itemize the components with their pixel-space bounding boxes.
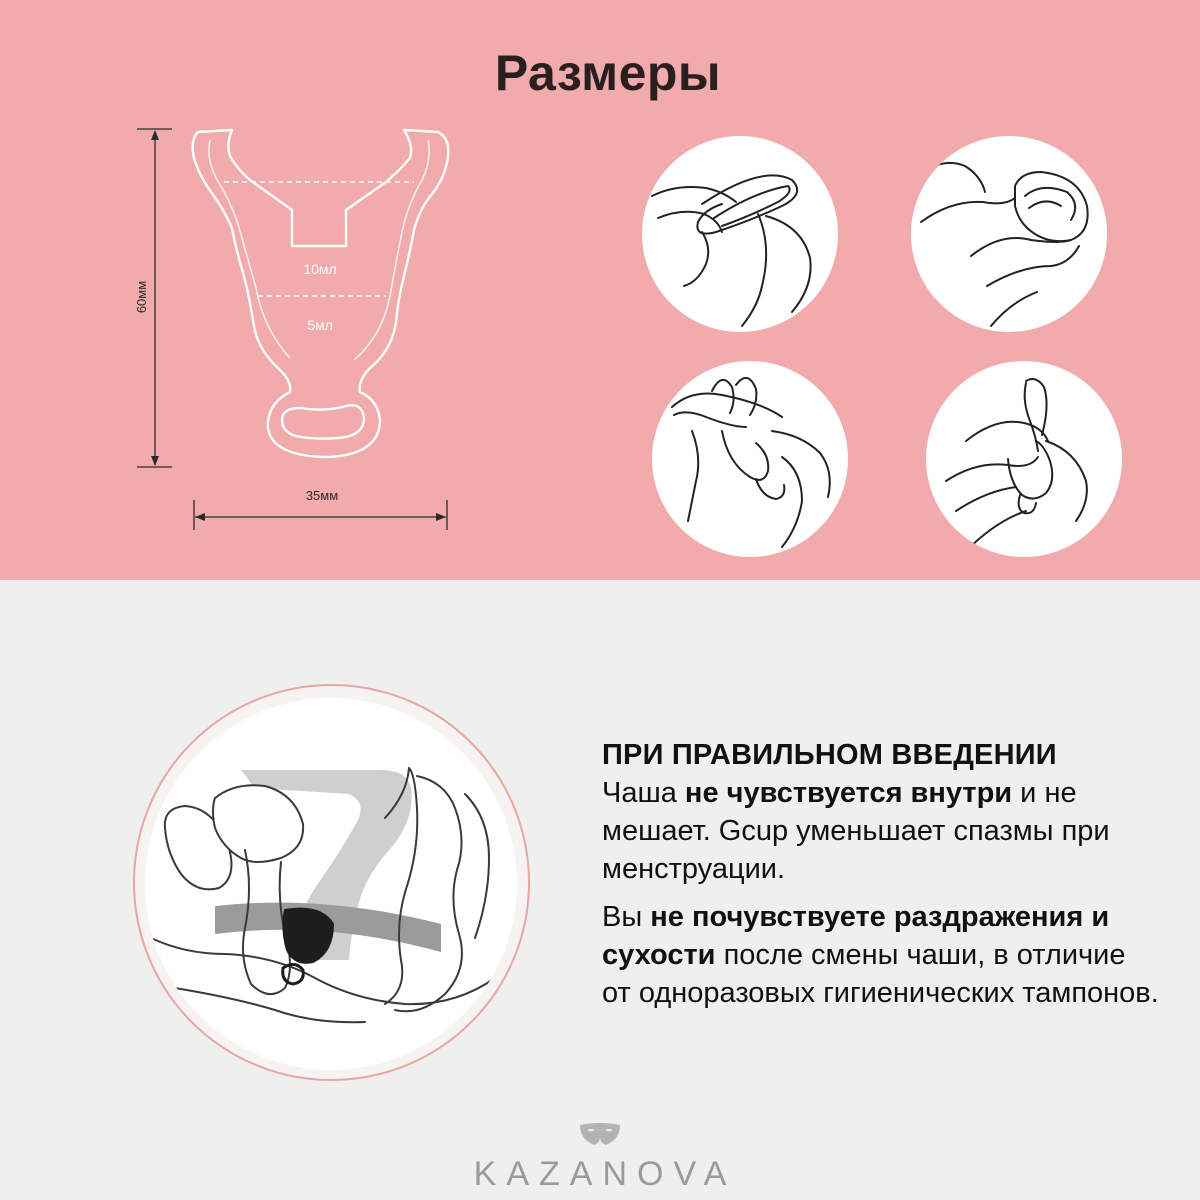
brand-name: KAZANOVA — [473, 1155, 737, 1193]
cup-outline-icon — [193, 130, 449, 457]
step-3-fold-seven — [652, 361, 848, 557]
width-label: 35мм — [305, 488, 339, 503]
info-p1-highlight: не чувствуется внутри — [684, 777, 1013, 809]
height-label: 60мм — [134, 280, 149, 314]
step-1-fold-circle — [642, 136, 838, 332]
step-2-fold-punch — [911, 136, 1107, 332]
volume-label-lower: 5мл — [307, 317, 333, 333]
anatomy-cross-section-icon — [145, 698, 517, 1070]
fold-punch-down-hands-icon — [911, 136, 1107, 332]
info-text-block — [602, 736, 1162, 1012]
info-paragraph-1 — [602, 774, 1162, 888]
fold-c-hands-icon — [642, 136, 838, 332]
cup-insert-hand-icon — [926, 361, 1122, 557]
width-dimension-line — [194, 500, 447, 530]
theater-mask-icon — [576, 1121, 624, 1147]
cup-dimension-diagram — [0, 0, 600, 560]
info-p2-start: Вы — [602, 901, 651, 933]
info-paragraph-2 — [602, 898, 1162, 1012]
info-p1-end: и не мешает. Gcup уменьшает спазмы при менструации. — [602, 777, 1110, 885]
volume-label-upper: 10мл — [303, 261, 337, 277]
info-heading: ПРИ ПРАВИЛЬНОМ ВВЕДЕНИИ — [602, 739, 1057, 771]
info-p2-highlight: не почувствуете раздражения и сухости — [602, 901, 1110, 971]
info-p1-start: Чаша — [602, 777, 685, 809]
fold-7-hands-icon — [652, 361, 848, 557]
anatomy-circle — [145, 698, 517, 1070]
page-title: Размеры — [494, 45, 722, 101]
info-p2-end: после смены чаши, в отличие от одноразовых гигиенических тампонов. — [602, 939, 1159, 1009]
brand-logo — [0, 1121, 1200, 1194]
step-4-insert — [926, 361, 1122, 557]
